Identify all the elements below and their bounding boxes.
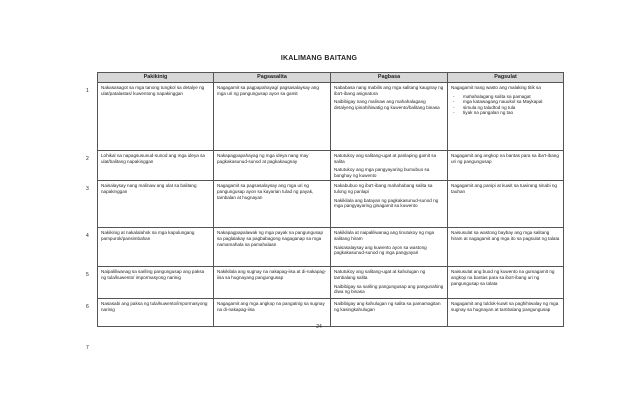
- table-header-row: [98, 73, 564, 83]
- cell-pagsulat: [448, 83, 564, 151]
- cell-text: Nasasabi ang paksa ng tula/kuwento/impormasyong narinig: [101, 301, 208, 312]
- row-number: 6: [86, 304, 89, 310]
- cell-pagbasa: [331, 151, 448, 181]
- footer-number: 7: [86, 345, 89, 351]
- cell-text: Nakasasagot sa mga tanong tungkol sa detalye ng ulat/patalastas/ kuwentong napakinggan: [101, 85, 205, 96]
- cell-pagsulat: [448, 181, 564, 228]
- cell-text: Nagagamit ang angkop na bantas para sa iba't-ibang uri ng pangungusap: [451, 153, 559, 164]
- table-row: [98, 267, 564, 299]
- cell-text: Naipaliliwanag sa sariling pangungusap ang paksa ng tula/kuwento/ impormasyong narinig: [101, 269, 205, 280]
- cell-pakikinig: [98, 228, 214, 267]
- cell-pagsasalita: [214, 83, 331, 151]
- cell-text: Nakapagpapahayag ng mga ideya nang may pagkakasunud-sunod at pagkakaugnay: [217, 153, 309, 164]
- cell-text: Naisusulat ang buod ng kuwento na gumagamit ng angkop na bantas para sa iba't-ibang uri ng pangungusap sa talata: [451, 269, 555, 286]
- cell-pakikinig: [98, 151, 214, 181]
- cell-pakikinig: [98, 299, 214, 327]
- table-row: [98, 151, 564, 181]
- row-number: 2: [86, 156, 89, 162]
- row-number: 4: [86, 233, 89, 239]
- page-title: IKALIMANG BAITANG: [280, 55, 358, 62]
- table-row: [98, 228, 564, 267]
- cell-text: Nagagamit ang tuldok-kuwit sa paghihiwalay ng mga sugnay sa hugnayan at tambalang pangungusap: [451, 301, 559, 312]
- table-row: [98, 83, 564, 151]
- cell-pagsulat: [448, 299, 564, 327]
- row-number: 1: [86, 88, 89, 94]
- cell-text: Nakikinig at nakalalahok sa mga kapulungang pampurok/pansimbahan: [101, 230, 195, 241]
- list-item: - tiyak na pangalan ng tao: [451, 110, 560, 116]
- cell-pagbasa: [331, 83, 448, 151]
- cell-pagsasalita: [214, 151, 331, 181]
- bullet-list: [451, 94, 560, 116]
- cell-text: Nakikilala ang batayan ng pagkakasunud-sunod ng mga pangyayaring ginagamit sa kuwento: [334, 197, 439, 209]
- cell-text: Nakikilala at naipaliliwanag ang tinutukoy ng mga salitang hiram: [334, 230, 435, 241]
- table-row: [98, 299, 564, 327]
- cell-pakikinig: [98, 267, 214, 299]
- list-item: - mahahalagang salita sa pamagat: [451, 94, 560, 100]
- cell-pakikinig: [98, 181, 214, 228]
- cell-pagsulat: [448, 228, 564, 267]
- cell-text: Natutukoy ang mga pangyayaring bumubuo sa banghay ng kuwento: [334, 167, 430, 178]
- cell-text: Nagagamit sa pagpapahayag/ pagsasalaysay ang mga uri ng pangungusap ayon sa gamit: [217, 85, 319, 96]
- curriculum-table: [97, 72, 564, 327]
- list-item: - mga katawagang nauukol sa Maykapal: [451, 99, 560, 105]
- cell-pagsasalita: [214, 299, 331, 327]
- cell-pagbasa: [331, 267, 448, 299]
- cell-pagsasalita: [214, 228, 331, 267]
- cell-text: Nagagamit sa pagsasalaysay ang mga uri ng pangungusap ayon sa kayarian tulad ng payak, tambalan at hugnayan: [217, 183, 314, 200]
- column-header-pagsasalita: Pagsasalita: [214, 73, 331, 83]
- cell-text: Nababasa nang mabilis ang mga salitang kaugnay ng iba't-ibang asignatura: [334, 85, 444, 96]
- column-header-pagbasa: Pagbasa: [331, 73, 448, 83]
- cell-text: Natutukoy ang salitang-ugat at kahulugan ng tambalang salita: [334, 269, 426, 280]
- cell-pagsasalita: [214, 267, 331, 299]
- cell-text: Naibibigay nang malinaw ang mahahalagang detalyeng ipinahihiwatig ng kuwento/balitang binasa: [334, 99, 440, 110]
- cell-pagsasalita: [214, 181, 331, 228]
- table-row: [98, 181, 564, 228]
- cell-pakikinig: [98, 83, 214, 151]
- cell-text: Nakapagpapalawak ng mga payak na pangungusap sa paglalakay sa pagbabagong nagaganap sa mga namamahala sa pamahalaan: [217, 230, 323, 247]
- page-number: 24: [316, 324, 322, 330]
- cell-text: Natutukoy ang salitang-ugat at panlaping gamit sa salita: [334, 153, 437, 164]
- cell-text: Nagagamit ang panipi at kuwit sa tuwirang sinabi ng tauhan: [451, 183, 557, 194]
- row-number: 5: [86, 272, 89, 278]
- cell-pagsulat: [448, 151, 564, 181]
- cell-text: Naibibigay ang kahulugan ng salita sa pamamagitan ng kasingkahulugan: [334, 301, 441, 312]
- list-item: - simula ng taludtod ng tula: [451, 105, 560, 111]
- cell-text: Nagagamit nang wasto ang malaking titik sa: [451, 85, 541, 90]
- cell-text: Nakikilala ang sugnay na nakapag-iisa at di-nakapag-iisa sa hugnayang pangungusap: [217, 269, 327, 280]
- cell-text: Naisalaysay nang malinaw ang ulat sa balitang napakinggan: [101, 183, 197, 194]
- row-number: 3: [86, 186, 89, 192]
- column-header-pakikinig: Pakikinig: [98, 73, 214, 83]
- cell-text: Nakabubuo ng iba't-ibang mahahabang salita sa tulong ng panlapi: [334, 183, 433, 194]
- cell-pagsulat: [448, 267, 564, 299]
- cell-text: Lohikal na napagsusunud-sunod ang mga ideya sa ulat/balitang napakinggan: [101, 153, 205, 164]
- cell-text: Naibibigay sa sariling pangungusap ang pangunahing diwa ng binasa: [334, 283, 444, 295]
- cell-pagbasa: [331, 181, 448, 228]
- cell-pagbasa: [331, 299, 448, 327]
- cell-pagbasa: [331, 228, 448, 267]
- cell-text: Naisusulat sa wastong baybay ang mga salitang hiram at nagagamit ang mga ito sa pagsulat ng talata: [451, 230, 560, 241]
- cell-text: Naisasalaysay ang kuwento ayon sa wastong pagkakasunud-sunod ng mga pangyayari: [334, 244, 427, 256]
- column-header-pagsulat: Pagsulat: [448, 73, 564, 83]
- cell-text: Nagagamit ang mga angkop na pangatnig sa sugnay na di-nakapag-iisa: [217, 301, 325, 312]
